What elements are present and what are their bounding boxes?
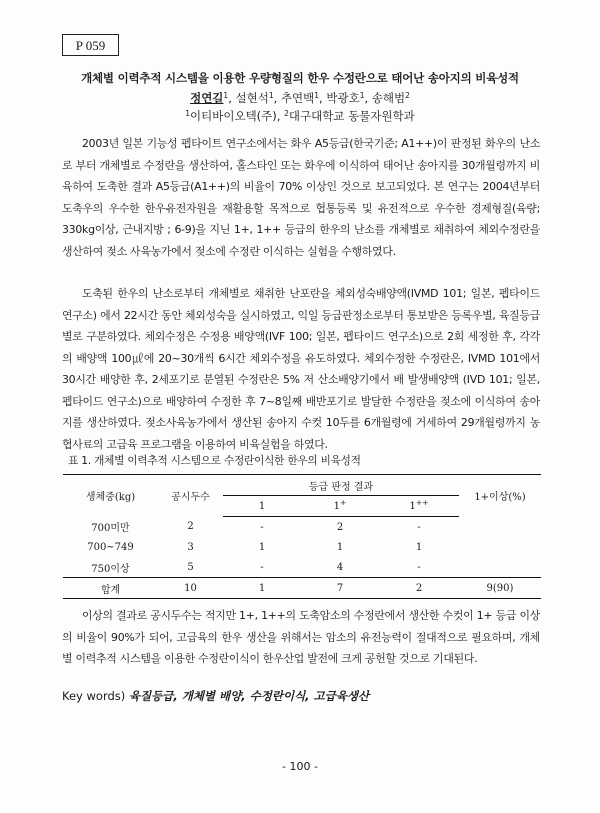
fattening-results-table bbox=[63, 474, 541, 599]
cell-g1: 1 bbox=[258, 541, 266, 553]
total-g1: 1 bbox=[223, 578, 301, 599]
grade-1plus-num: 1 bbox=[333, 500, 341, 512]
total-heads: 10 bbox=[158, 578, 223, 599]
keywords-value: 육질등급, 개체별 배양, 수정란이식, 고급육생산 bbox=[128, 689, 370, 703]
author-name: 박광호 bbox=[326, 91, 360, 105]
total-label: 합계 bbox=[63, 578, 158, 599]
keywords bbox=[62, 688, 369, 704]
header-ratio: 1+이상(%) bbox=[459, 475, 541, 517]
author-list: 정연길$^1$, 설현석$^1$, 추연백$^1$, 박광호$^1$, 송해범$^2$ bbox=[190, 91, 410, 105]
keywords-label: Key words) bbox=[62, 689, 126, 703]
header-grade-group: 등급 판정 결과 bbox=[223, 475, 459, 496]
body-paragraph-conclusion: 이상의 결과로 공시두수는 적지만 1+, 1++의 도축암소의 수정란에서 생산한 수컷이 1+ 등급 이상의 비율이 90%가 되어, 고급육의 한우 생산을 위해서는 암소의 유전능력이 절대적으로 필요하며, 개체별 이력추적 시스템을 이용한 수정란이식이 한우산업 발전에 크게 공헌할 것으로 기대된다. bbox=[62, 609, 540, 665]
cell-ratio bbox=[459, 517, 541, 538]
body-paragraph-methods: 도축된 한우의 난소로부터 개체별로 채취한 난포란을 체외성숙배양액(IVMD 101; 일본, 펩타이드 연구소) 에서 22시간 동안 체외성숙을 실시하였고, 익일 등급판정소로부터 통보받은 등록우별, 육질등급별로 구분하였다. 체외수정은 수정용 배양액(IVF 100; 일본, 펩타이드 연구소)으로 2회 세정한 후, 각각의 배양액 100㎕에 20~30개씩 6시간 체외수정을 유도하였다. 체외수정한 수정란은, IVMD 101에서 30시간 배양한 후, 2세포기로 분열된 수정란은 5% 저 산소배양기에서 배 발생배양액 (IVD 101; 일본, 펩타이드 연구소)으로 배양하여 수정한 후 7~8일째 배반포기로 발달한 수정란을 젖소에 이식하여 송아지를 생산하였다. 젖소사육농가에서 생산된 송아지 수컷 10두를 6개월령에 거세하여 29개월령까지 농협사료의 고급육 프로그램을 이용하여 비육실험을 하였다. bbox=[62, 287, 540, 451]
affiliation-name: 대구대학교 동물자원학과 bbox=[288, 109, 415, 123]
author-name: 설현석 bbox=[235, 91, 269, 105]
author-sup: 1 bbox=[314, 91, 320, 100]
total-g1p: 7 bbox=[301, 578, 379, 599]
total-g1pp: 2 bbox=[379, 578, 459, 599]
grade-1plus-mark: + bbox=[340, 497, 347, 507]
author-sup: 2 bbox=[405, 91, 410, 100]
cell-g1p: 4 bbox=[336, 561, 344, 573]
page-number: - 100 - bbox=[282, 760, 318, 773]
affil-sup: 1 bbox=[185, 109, 191, 118]
cell-g1pp: 1 bbox=[415, 541, 423, 553]
cell-heads: 2 bbox=[187, 521, 194, 533]
header-grade-1: 1 bbox=[223, 496, 301, 517]
grade-1plusplus-num: 1 bbox=[409, 500, 416, 512]
author-sup: 1 bbox=[268, 91, 274, 100]
cell-g1p: 1 bbox=[336, 541, 344, 553]
author-name: 송해범 bbox=[371, 91, 406, 105]
table-row bbox=[63, 537, 541, 557]
table-row bbox=[63, 557, 541, 578]
cell-g1pp: - bbox=[417, 521, 421, 533]
cell-ratio bbox=[459, 557, 541, 578]
abstract-code: P 059 bbox=[62, 34, 119, 56]
author-name: 추연백 bbox=[280, 91, 315, 105]
header-weight: 생체중(kg) bbox=[63, 475, 158, 517]
total-ratio: 9(90) bbox=[459, 578, 541, 599]
cell-g1: - bbox=[260, 561, 264, 573]
header-grade-1plus bbox=[301, 496, 379, 517]
header-grade-1plusplus bbox=[379, 496, 459, 517]
author-sup: 1 bbox=[359, 91, 365, 100]
affil-sup: 2 bbox=[284, 109, 289, 118]
affiliations: $^1$이티바이오텍(주), $^2$대구대학교 동물자원학과 bbox=[185, 109, 415, 123]
table-caption: 표 1. 개체별 이력추적 시스템으로 수정란이식한 한우의 비육성적 bbox=[68, 455, 361, 467]
grade-1plusplus-mark: ++ bbox=[415, 497, 429, 507]
cell-ratio bbox=[459, 537, 541, 557]
cell-g1pp: - bbox=[417, 561, 421, 573]
cell-weight: 750이상 bbox=[91, 563, 130, 575]
cell-weight: 700~749 bbox=[87, 541, 134, 553]
header-heads: 공시두수 bbox=[158, 475, 223, 517]
affiliation-name: 이티바이오텍(주) bbox=[190, 109, 277, 123]
cell-heads: 3 bbox=[187, 541, 194, 553]
table-total-row bbox=[63, 578, 541, 599]
author-name: 정연길 bbox=[190, 91, 224, 105]
cell-weight: 700미만 bbox=[91, 523, 130, 535]
paper-title: 개체별 이력추적 시스템을 이용한 우량형질의 한우 수정란으로 태어난 송아지의 비육성적 bbox=[81, 71, 519, 85]
cell-heads: 5 bbox=[187, 561, 194, 573]
cell-g1p: 2 bbox=[336, 521, 344, 533]
author-sup: 1 bbox=[223, 91, 229, 100]
table-row bbox=[63, 517, 541, 538]
body-paragraph-intro: 2003년 일본 기능성 펩타이트 연구소에서는 화우 A5등급(한국기준; A1++)이 판정된 화우의 난소로 부터 개체별로 수정란을 생산하여, 홀스타인 또는 화우에 이식하여 태어난 송아지를 30개월령까지 비육하여 도축한 결과 A5등급(A1++)의 비율이 70% 이상인 것으로 보고되었다. 본 연구는 2004년부터 도축우의 우수한 한우유전자원을 재활용할 목적으로 협통등록 및 유전적으로 우수한 경제형질(육량; 330kg이상, 근내지방 ; 6-9)을 지닌 1+, 1++ 등급의 한우의 난소를 개체별로 채취하여 체외수정란을 생산하여 젖소 사육농가에서 젖소에 수정란 이식하는 실험을 수행하였다. bbox=[62, 137, 540, 258]
cell-g1: - bbox=[260, 521, 264, 533]
